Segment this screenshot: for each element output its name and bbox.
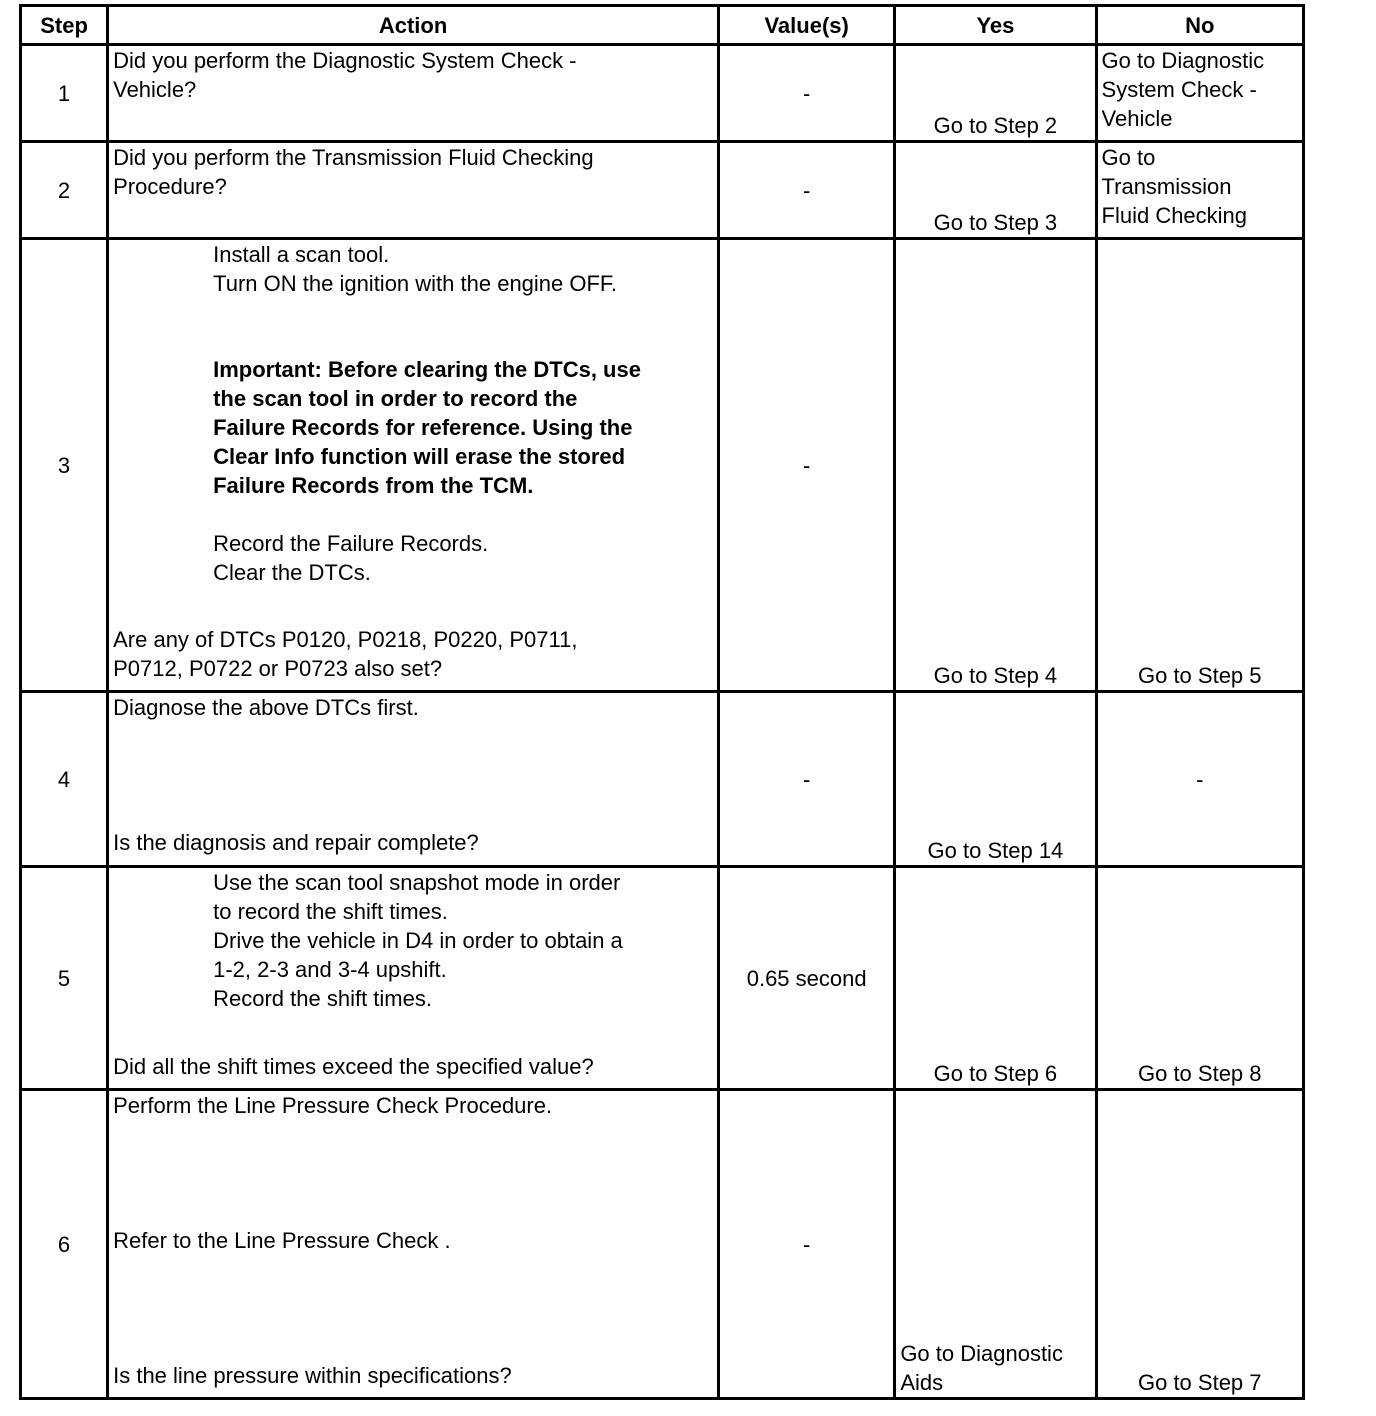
important-line: Failure Records from the TCM. bbox=[213, 473, 534, 498]
value-cell: - bbox=[719, 692, 895, 867]
action-step: 1-2, 2-3 and 3-4 upshift. bbox=[213, 957, 447, 982]
important-line: the scan tool in order to record the bbox=[213, 386, 578, 411]
action-step: Install a scan tool. bbox=[213, 242, 390, 267]
action-step: Record the Failure Records. bbox=[213, 531, 489, 556]
action-step: Turn ON the ignition with the engine OFF. bbox=[213, 271, 618, 296]
header-no: No bbox=[1096, 6, 1303, 45]
action-step: Use the scan tool snapshot mode in order bbox=[213, 870, 621, 895]
question-text: P0712, P0722 or P0723 also set? bbox=[113, 656, 443, 681]
value-cell: 0.65 second bbox=[719, 867, 895, 1090]
no-cell: Go to Step 5 bbox=[1096, 239, 1303, 692]
action-cell bbox=[108, 142, 719, 239]
header-row bbox=[21, 6, 1304, 45]
header-yes: Yes bbox=[895, 6, 1096, 45]
step-number: 3 bbox=[21, 239, 108, 692]
table-row bbox=[21, 867, 1304, 1090]
action-text: Perform the Line Pressure Check Procedure. bbox=[113, 1093, 553, 1118]
action-text: Procedure? bbox=[113, 174, 227, 199]
table-row bbox=[21, 1090, 1304, 1399]
important-line: Clear Info function will erase the stored bbox=[213, 444, 626, 469]
question-text: Is the diagnosis and repair complete? bbox=[113, 830, 479, 855]
question-text: Did all the shift times exceed the specified value? bbox=[113, 1054, 594, 1079]
no-cell: Go to Step 7 bbox=[1096, 1090, 1303, 1399]
step-number: 2 bbox=[21, 142, 108, 239]
no-cell: Go to Step 8 bbox=[1096, 867, 1303, 1090]
value-cell: - bbox=[719, 45, 895, 142]
action-step: Drive the vehicle in D4 in order to obtain a bbox=[213, 928, 623, 953]
step-number: 5 bbox=[21, 867, 108, 1090]
header-action: Action bbox=[108, 6, 719, 45]
value-cell: - bbox=[719, 142, 895, 239]
no-cell bbox=[1096, 45, 1303, 142]
table-row bbox=[21, 142, 1304, 239]
table-row bbox=[21, 239, 1304, 692]
action-cell bbox=[108, 239, 719, 692]
diagnostic-table bbox=[19, 4, 1305, 1400]
yes-text: Go to Diagnostic bbox=[900, 1341, 1063, 1366]
step-number: 4 bbox=[21, 692, 108, 867]
yes-cell: Go to Step 6 bbox=[895, 867, 1096, 1090]
value-cell: - bbox=[719, 239, 895, 692]
no-text: Go to bbox=[1101, 145, 1156, 170]
no-text: Vehicle bbox=[1101, 106, 1173, 131]
no-cell: - bbox=[1096, 692, 1303, 867]
important-line: Failure Records for reference. Using the bbox=[213, 415, 633, 440]
question-text: Are any of DTCs P0120, P0218, P0220, P0711, bbox=[113, 627, 578, 652]
action-cell bbox=[108, 867, 719, 1090]
value-cell: - bbox=[719, 1090, 895, 1399]
action-cell bbox=[108, 692, 719, 867]
important-line: Important: Before clearing the DTCs, use bbox=[213, 357, 641, 382]
step-number: 6 bbox=[21, 1090, 108, 1399]
important-note bbox=[113, 355, 713, 500]
yes-cell: Go to Step 2 bbox=[895, 45, 1096, 142]
action-text: Did you perform the Transmission Fluid Checking bbox=[113, 145, 594, 170]
question-text: Is the line pressure within specifications? bbox=[113, 1363, 512, 1388]
yes-text: Aids bbox=[900, 1370, 944, 1395]
no-text: Fluid Checking bbox=[1101, 203, 1248, 228]
action-text: Vehicle? bbox=[113, 77, 197, 102]
action-text: Diagnose the above DTCs first. bbox=[113, 695, 419, 720]
refer-text: Refer to the Line Pressure Check . bbox=[113, 1228, 451, 1253]
action-step: Record the shift times. bbox=[213, 986, 432, 1011]
yes-cell bbox=[895, 1090, 1096, 1399]
action-cell bbox=[108, 1090, 719, 1399]
action-step: Clear the DTCs. bbox=[213, 560, 371, 585]
no-cell bbox=[1096, 142, 1303, 239]
no-text: Go to Diagnostic bbox=[1101, 48, 1265, 73]
header-step: Step bbox=[21, 6, 108, 45]
no-text: System Check - bbox=[1101, 77, 1257, 102]
table-row bbox=[21, 692, 1304, 867]
header-value: Value(s) bbox=[719, 6, 895, 45]
action-text: Did you perform the Diagnostic System Check - bbox=[113, 48, 577, 73]
no-text: Transmission bbox=[1101, 174, 1232, 199]
yes-cell: Go to Step 3 bbox=[895, 142, 1096, 239]
action-cell bbox=[108, 45, 719, 142]
step-number: 1 bbox=[21, 45, 108, 142]
yes-cell: Go to Step 4 bbox=[895, 239, 1096, 692]
action-step: to record the shift times. bbox=[213, 899, 448, 924]
yes-cell: Go to Step 14 bbox=[895, 692, 1096, 867]
table-row bbox=[21, 45, 1304, 142]
